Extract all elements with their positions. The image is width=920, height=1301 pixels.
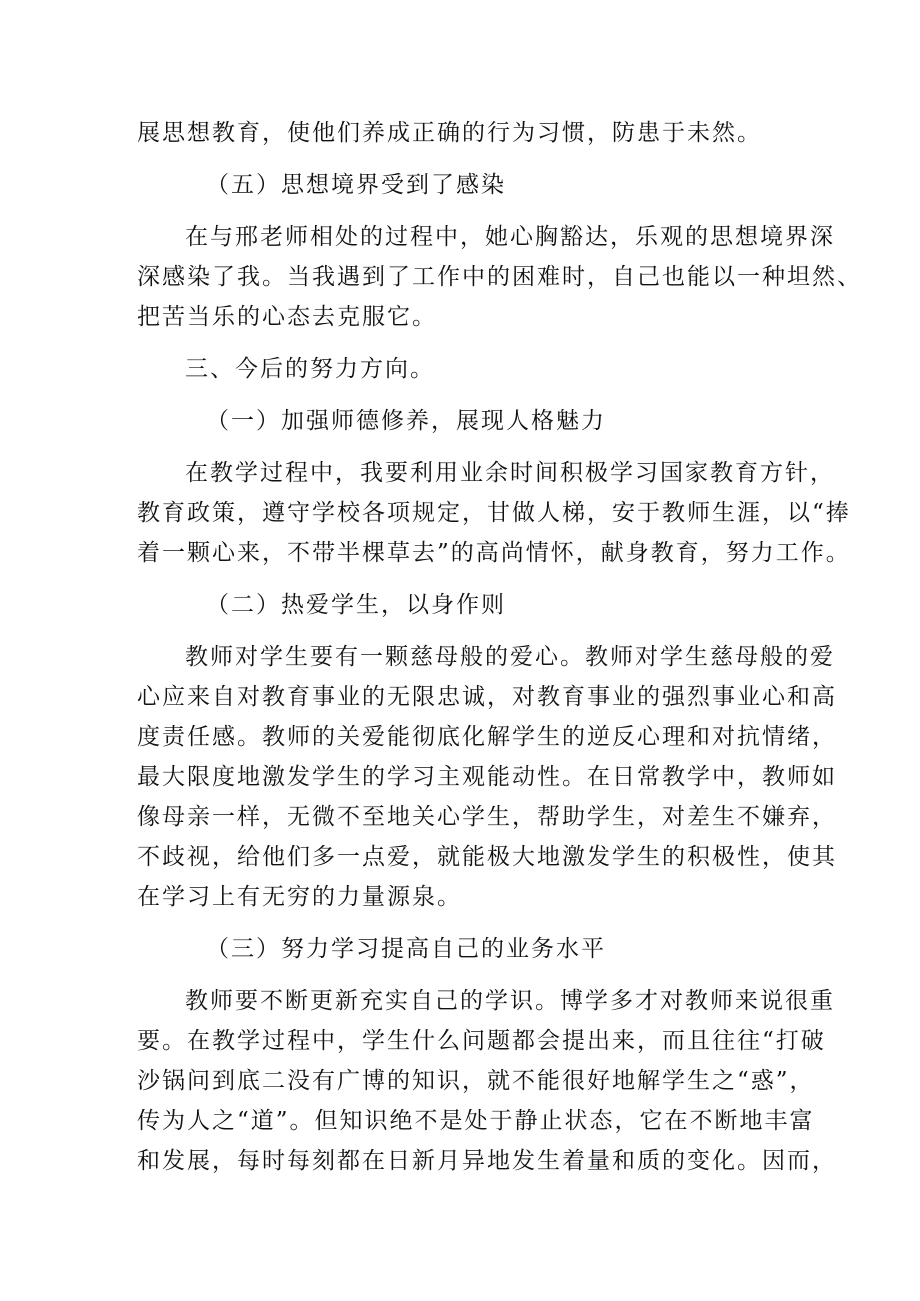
paragraph-line: 把苦当乐的心态去克服它。 [137, 304, 437, 330]
paragraph-line: 教师要不断更新充实自己的学识。博学多才对教师来说很重 [185, 988, 835, 1014]
paragraph-line: 在与邢老师相处的过程中，她心胸豁达，乐观的思想境界深 [185, 224, 835, 250]
paragraph-line: 要。在教学过程中，学生什么问题都会提出来，而且往往“打破 [137, 1028, 826, 1054]
paragraph-line: 深感染了我。当我遇到了工作中的困难时，自己也能以一种坦然、 [137, 264, 862, 290]
paragraph-line: 教育政策，遵守学校各项规定，甘做人梯，安于教师生涯，以“捧 [137, 500, 851, 526]
paragraph-line: 沙锅问到底二没有广博的知识，就不能很好地解学生之“惑”， [137, 1068, 815, 1094]
section-heading-1: （一）加强师德修养，展现人格魅力 [206, 408, 606, 434]
paragraph-line: 展思想教育，使他们养成正确的行为习惯，防患于未然。 [137, 120, 762, 146]
paragraph-line: 传为人之“道”。但知识绝不是处于静止状态，它在不断地丰富 [137, 1108, 815, 1134]
paragraph-line: 度责任感。教师的关爱能彻底化解学生的逆反心理和对抗情绪， [137, 724, 837, 750]
chapter-heading-3: 三、今后的努力方向。 [185, 356, 435, 382]
paragraph-line: 着一颗心来，不带半棵草去”的高尚情怀，献身教育，努力工作。 [137, 540, 851, 566]
paragraph-line: 在学习上有无穷的力量源泉。 [137, 884, 462, 910]
paragraph-line: 不歧视，给他们多一点爱，就能极大地激发学生的积极性，使其 [137, 844, 837, 870]
paragraph-line: 教师对学生要有一颗慈母般的爱心。教师对学生慈母般的爱 [185, 644, 835, 670]
section-heading-5: （五）思想境界受到了感染 [206, 172, 506, 198]
paragraph-line: 心应来自对教育事业的无限忠诚，对教育事业的强烈事业心和高 [137, 684, 837, 710]
section-heading-2: （二）热爱学生，以身作则 [206, 592, 506, 618]
paragraph-line: 像母亲一样，无微不至地关心学生，帮助学生，对差生不嫌弃， [137, 804, 837, 830]
paragraph-line: 最大限度地激发学生的学习主观能动性。在日常教学中，教师如 [137, 764, 837, 790]
paragraph-line: 在教学过程中，我要利用业余时间积极学习国家教育方针， [185, 460, 835, 486]
section-heading-3: （三）努力学习提高自己的业务水平 [206, 936, 606, 962]
paragraph-line: 和发展，每时每刻都在日新月异地发生着量和质的变化。因而， [137, 1148, 837, 1174]
